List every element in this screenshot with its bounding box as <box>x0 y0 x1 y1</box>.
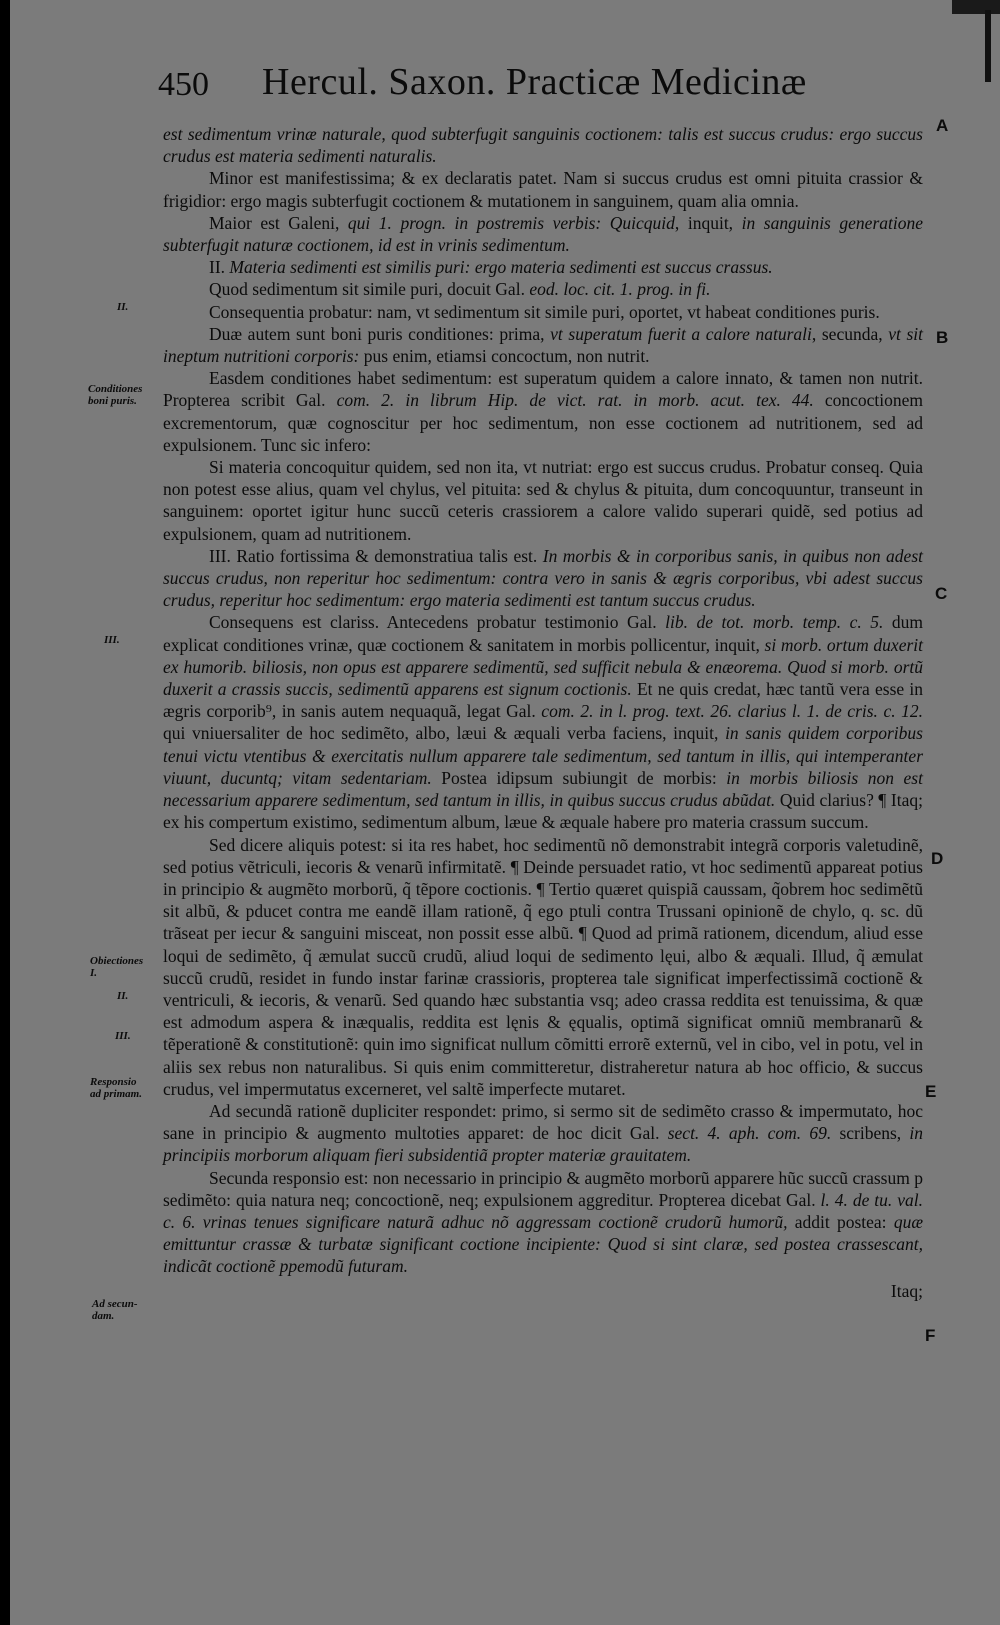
text-run: Postea idipsum subiungit de morbis: <box>431 767 727 788</box>
section-letter-b: B <box>936 328 949 347</box>
body-paragraph <box>163 278 923 300</box>
text-run: concoctionem excrementorum, quæ cognoscitur per hoc sedimentum, non esse coctionem ad nutritionem, sed ad expulsionem. Tunc sic infero: <box>163 390 924 455</box>
italic-text: in sanguinis generatione subterfugit naturæ coctionem, id est in vrinis sedimentum. <box>163 212 923 256</box>
italic-text: l. 4. de tu. val. c. 6. vrinas tenues significare naturã adhuc nõ aggressam coctionẽ crudorũ humorũ, <box>163 1189 923 1232</box>
text-run: Ad secundã rationẽ dupliciter respondet: primo, si sermo sit de sedimẽto crasso & impermutato, hoc sane in principio & augmento multoties apparet: de hoc dicit Gal. <box>163 1100 923 1144</box>
margin-note-responsio: Responsio ad primam. <box>90 1076 142 1100</box>
margin-note-ii: II. <box>117 301 129 313</box>
italic-text: lib. de tot. morb. temp. c. 5. <box>665 612 884 633</box>
section-letter-e: E <box>925 1082 937 1101</box>
text-run: pus enim, etiamsi concoctum, non nutrit. <box>359 346 650 367</box>
body-paragraph <box>163 1167 923 1278</box>
text-run: Duæ autem sunt boni puris conditiones: prima, <box>209 323 551 344</box>
italic-text: in principiis morborum aliquam fieri subsidentiã propter materiæ grauitatem. <box>163 1123 923 1166</box>
text-run: Consequens est clariss. Antecedens probatur testimonio Gal. <box>209 612 666 633</box>
italic-text: In morbis & in corporibus sanis, in quibus non adest succus crudus, non reperitur hoc sedimentum: contra vero in sanis & ægris corporibus, vbi adest succus crudus, reperitur hoc sedimentum: ergo materia sedimenti est tantum succus crudus. <box>163 545 923 611</box>
text-run: Sed dicere aliquis potest: si ita res habet, hoc sedimentũ nõ demonstrabit integrã corporis valetudinẽ, sed potius vẽtriculi, iecoris & venarũ infirmitatẽ. ¶ Deinde persuadet ratio, vt hoc sedimentũ appareat potius in principio & augmẽto morborũ, q̃ tẽpore coctionis. ¶ Tertio quæret quispiã caussam, q̃obrem hoc sedimẽtũ sit albũ, & pducet contra me eandẽ illam rationẽ, q̃ ego ptuli contra Trussani opinionẽ de chylo, q. sc. dũ trãseat per iecur & sanguini misceat, non possit esse albũ. ¶ Quod ad primã rationem, dicendum, aliud esse loqui de sedimẽto, q̃ æmulat succũ crudũ, aliud loqui de sedimento lęui, albo & æquali. Illud, q̃ æmulat succũ crudũ, residet in fundo instar farinæ crassioris, propterea tale significat imperfectissimã coctionẽ & ventriculi, & iecoris, & venarũ. Sed quando hæc substantia vsq; adeo crassa reddita est tenuissima, & quæ est admodum aspera & inæqualis, reddita est lęnis & ęqualis, optimã significat omniũ membranarũ & tẽperationẽ & constitutionẽ: quin imo significat nullum cõmitti errorẽ externũ, vel in cibo, vel in potu, vel in aliis sex rebus non naturalibus. Si quis enim committeretur, distraheretur natura ab hoc officio, & succus crudus, vel impermutatus excerneret, vel saltẽ imperfecte mutaret. <box>163 834 923 1099</box>
text-run: Consequentia probatur: nam, vt sedimentum sit simile puri, oportet, vt habeat conditiones puris. <box>209 301 880 322</box>
scan-top-edge <box>952 0 1000 14</box>
text-run: III. Ratio fortissima & demonstratiua talis est. <box>209 545 543 566</box>
italic-text: qui 1. progn. in postremis verbis: Quicquid <box>347 212 675 233</box>
italic-text: sect. 4. aph. com. 69. <box>667 1123 832 1144</box>
text-run: Secunda responsio est: non necessario in principio & augmẽto morborũ apparere hũc succũ crassum p sedimẽto: quia natura neq; concoctionẽ, neq; expulsionem aggreditur. Propterea dicebat Gal. <box>163 1167 923 1210</box>
section-letter-a: A <box>936 116 949 135</box>
scan-right-mark <box>985 10 991 82</box>
body-paragraph <box>163 545 923 612</box>
body-paragraph <box>163 123 923 167</box>
body-paragraph <box>163 834 923 1100</box>
body-paragraph <box>163 1100 923 1167</box>
body-paragraph <box>163 167 923 211</box>
body-paragraph <box>163 212 923 256</box>
italic-text: quæ emittuntur crassæ & turbatæ significant coctione incipiente: Quod si sint claræ, sed postea crassescant, indicãt coctionẽ ppemodũ futuram. <box>163 1211 923 1277</box>
text-run: Maior est Galeni, <box>209 212 348 233</box>
text-run: Quid clarius? ¶ Itaq; ex his compertum existimo, sedimentum album, læue & æquale habere pro materia crassum succum. <box>163 790 923 833</box>
text-run: Si materia concoquitur quidem, sed non ita, vt nutriat: ergo est succus crudus. Probatur conseq. Quia non potest esse alius, quam vel chylus, vel pituita: sed & chylus & pituita, dum concoquuntur, transeunt in sanguinem: oportet igitur hunc succũ ceteris crassiorem a calore valido superari quidẽ, sed potius ad expulsionem, quam ad nutritionem. <box>163 457 923 544</box>
text-run: , inquit, <box>674 212 742 233</box>
text-run: Et ne quis credat, hæc tantũ vera esse in ægris corporib⁹, in sanis autem nequaquã, legat Gal. <box>163 679 923 722</box>
italic-text: com. 2. in librum Hip. de vict. rat. in morb. acut. tex. 44. <box>336 390 814 411</box>
margin-note-iii: III. <box>104 634 120 646</box>
body-paragraph <box>163 323 923 367</box>
italic-text: est sedimentum vrinæ naturale, quod subterfugit sanguinis coctionem: talis est succus crudus: ergo succus crudus est materia sedimenti naturalis. <box>163 124 923 167</box>
italic-text: Materia sedimenti est similis puri: ergo materia sedimenti est succus crassus. <box>229 257 773 278</box>
italic-text: in morbis biliosis non est necessarium apparere sedimentum, sed tantum in illis, in quibus succus crudus abũdat. <box>163 767 923 811</box>
body-paragraph <box>163 456 923 545</box>
text-run: dum explicat conditiones vrinæ, quæ coctionem & sanitatem in morbis pollicentur, inquit, <box>163 612 923 655</box>
italic-text: eod. loc. cit. 1. prog. in fi. <box>529 279 711 300</box>
section-letter-d: D <box>931 849 944 868</box>
italic-text: vt superatum fuerit a calore naturali <box>550 323 812 344</box>
scan-left-edge <box>0 0 10 1625</box>
text-run: qui vniuersaliter de hoc sedimẽto, albo, læui & æquali verba faciens, inquit, <box>163 723 726 744</box>
text-run: scribens, <box>831 1123 910 1144</box>
margin-note-obiectio-ii: II. <box>117 990 129 1002</box>
margin-note-conditiones: Conditiones boni puris. <box>88 383 143 407</box>
body-paragraph <box>163 256 923 278</box>
italic-text: vt sit ineptum nutritioni corporis: <box>163 323 923 367</box>
text-run: addit postea: <box>787 1211 894 1232</box>
catchword: Itaq; <box>890 1280 923 1301</box>
margin-note-obiectio-iii: III. <box>115 1030 131 1042</box>
text-run: II. <box>209 257 230 278</box>
text-run: , secunda, <box>811 323 889 344</box>
italic-text: si morb. ortum duxerit ex humorib. biliosis, non opus est apparere sedimentũ, sed sufficit nebula & enæorema. Quod si morb. ortũ duxerit a crassis succis, sedimentũ apparens est signum coctionis. <box>163 634 923 700</box>
text-run: Minor est manifestissima; & ex declaratis patet. Nam si succus crudus est omni pituita crassior & frigidior: ergo magis subterfugit coctionem & mutationem in sanguinem, quam alia omnia. <box>163 168 923 211</box>
body-text <box>163 123 923 1302</box>
body-paragraph <box>163 301 923 323</box>
text-run: Quod sedimentum sit simile puri, docuit Gal. <box>209 279 530 300</box>
italic-text: com. 2. in l. prog. text. 26. clarius l. 1. de cris. c. 12. <box>541 701 923 722</box>
italic-text: in sanis quidem corporibus tenui victu vtentibus & exercitatis nullum apparere tale sedimentum, sed tantum in illis, qui intemperanter viuunt, ducuntq; vitam sedentariam. <box>163 723 923 788</box>
running-title: Hercul. Saxon. Practicæ Medicinæ <box>262 61 807 103</box>
section-letter-c: C <box>935 584 948 603</box>
body-paragraph <box>163 611 923 833</box>
margin-note-ad-secundam: Ad secun- dam. <box>92 1298 138 1322</box>
margin-note-obiectiones: Obiectiones I. <box>90 955 144 979</box>
page-number: 450 <box>158 66 209 103</box>
body-paragraph <box>163 367 923 456</box>
text-run: Easdem conditiones habet sedimentum: est superatum quidem a calore innato, & tamen non nutrit. Propterea scribit Gal. <box>163 368 923 411</box>
section-letter-f: F <box>925 1326 936 1345</box>
